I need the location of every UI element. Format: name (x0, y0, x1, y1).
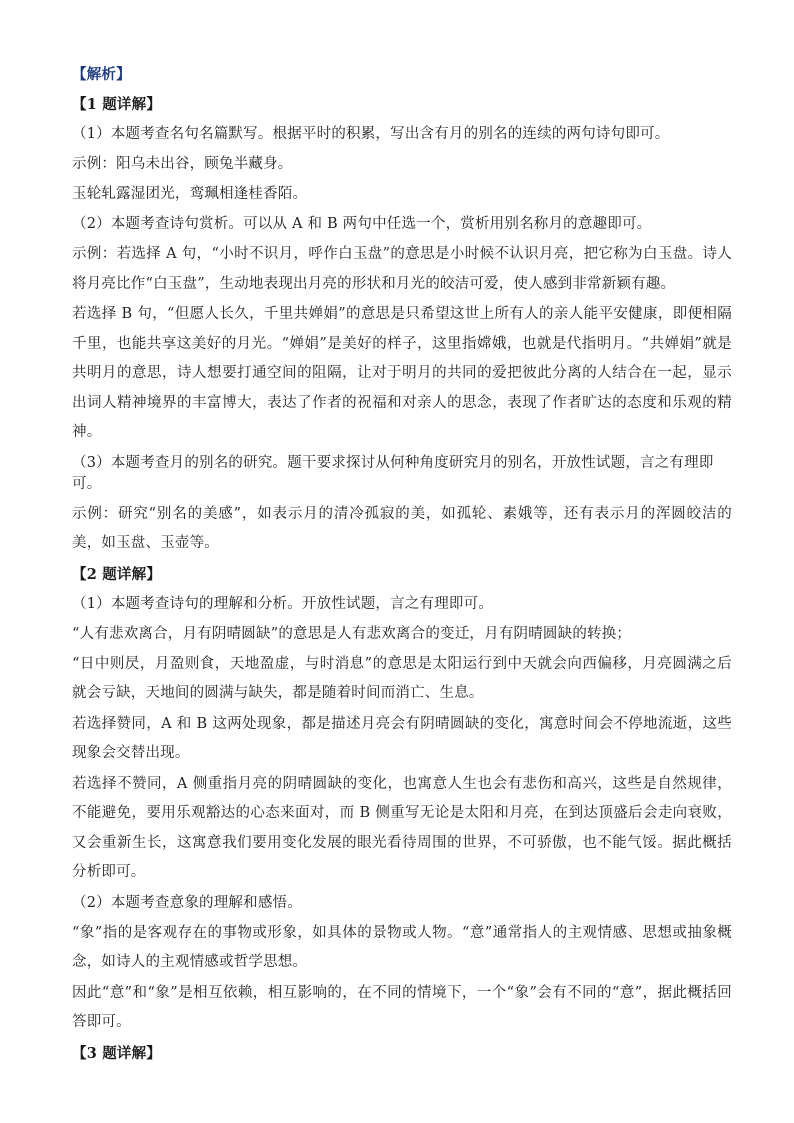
question-3-heading: 【3 题详解】 (72, 1044, 162, 1062)
q2-paragraph-2: “人有悲欢离合，月有阴晴圆缺”的意思是人有悲欢离合的变迁，月有阴晴圆缺的转换； (72, 625, 632, 642)
q1-example-line-1: 示例：阳乌未出谷，顾兔半藏身。 (72, 156, 293, 172)
q2-paragraph-8: 因此“意”和“象”是相互依赖，相互影响的，在不同的情境下，一个“象”会有不同的“意”，据此概括回答即可。 (72, 984, 732, 1030)
analysis-heading: 【解析】 (72, 66, 131, 83)
q1-example-line-2: 玉轮轧露湿团光，鸾珮相逢桂香陌。 (72, 186, 308, 202)
q2-paragraph-1: （1）本题考查诗句的理解和分析。开放性试题，言之有理即可。 (72, 595, 494, 612)
q2-paragraph-5: 若选择不赞同，A 侧重指月亮的阴晴圆缺的变化，也寓意人生也会有悲伤和高兴，这些是自然规律，不能避免，要用乐观豁达的心态来面对，而 B 侧重写无论是太阳和月亮，在到达顶盛后会走向衰败，又会重新生长，这寓意我们要用变化发展的眼光看待周围的世界，不可骄傲，也不能气馁。据此概括分析即可。 (72, 775, 732, 880)
document-page (72, 64, 732, 1073)
q2-paragraph-4: 若选择赞同，A 和 B 这两处现象，都是描述月亮会有阴晴圆缺的变化，寓意时间会不停地流逝，这些现象会交替出现。 (72, 715, 732, 761)
q1-paragraph-4: 若选择 B 句，“但愿人长久，千里共婵娟”的意思是只希望这世上所有人的亲人能平安健康，即便相隔千里，也能共享这美好的月光。“婵娟”是美好的样子，这里指嫦娥，也就是代指明月。“共婵娟”就是共明月的意思，诗人想要打通空间的阻隔，让对于明月的共同的爱把彼此分离的人结合在一起，显示出词人精神境界的丰富博大，表达了作者的祝福和对亲人的思念，表现了作者旷达的态度和乐观的精神。 (72, 306, 732, 440)
q1-paragraph-3: 示例：若选择 A 句，“小时不识月，呼作白玉盘”的意思是小时候不认识月亮，把它称为白玉盘。诗人将月亮比作“白玉盘”，生动地表现出月亮的形状和月光的皎洁可爱，使人感到非常新颖有趣。 (72, 246, 732, 292)
question-1-heading: 【1 题详解】 (72, 96, 162, 113)
q1-paragraph-1: （1）本题考查名句名篇默写。根据平时的积累，写出含有月的别名的连续的两句诗句即可。 (72, 126, 670, 142)
q1-paragraph-5: （3）本题考查月的别名的研究。题干要求探讨从何种角度研究月的别名，开放性试题，言之有理即可。 (72, 454, 714, 492)
q2-paragraph-7: “象”指的是客观存在的事物或形象，如具体的景物或人物。“意”通常指人的主观情感、思想或抽象概念，如诗人的主观情感或哲学思想。 (72, 924, 732, 970)
q2-paragraph-6: （2）本题考查意象的理解和感悟。 (72, 894, 302, 911)
q1-paragraph-2: （2）本题考查诗句赏析。可以从 A 和 B 两句中任选一个，赏析用别名称月的意趣即可。 (72, 216, 652, 232)
question-2-heading: 【2 题详解】 (72, 565, 162, 583)
q2-paragraph-3: “日中则昃，月盈则食，天地盈虚，与时消息”的意思是太阳运行到中天就会向西偏移，月亮圆满之后就会亏缺，天地间的圆满与缺失，都是随着时间而消亡、生息。 (72, 655, 732, 701)
q1-paragraph-6: 示例：研究“别名的美感”，如表示月的清冷孤寂的美，如孤轮、素娥等，还有表示月的浑圆皎洁的美，如玉盘、玉壶等。 (72, 505, 732, 551)
